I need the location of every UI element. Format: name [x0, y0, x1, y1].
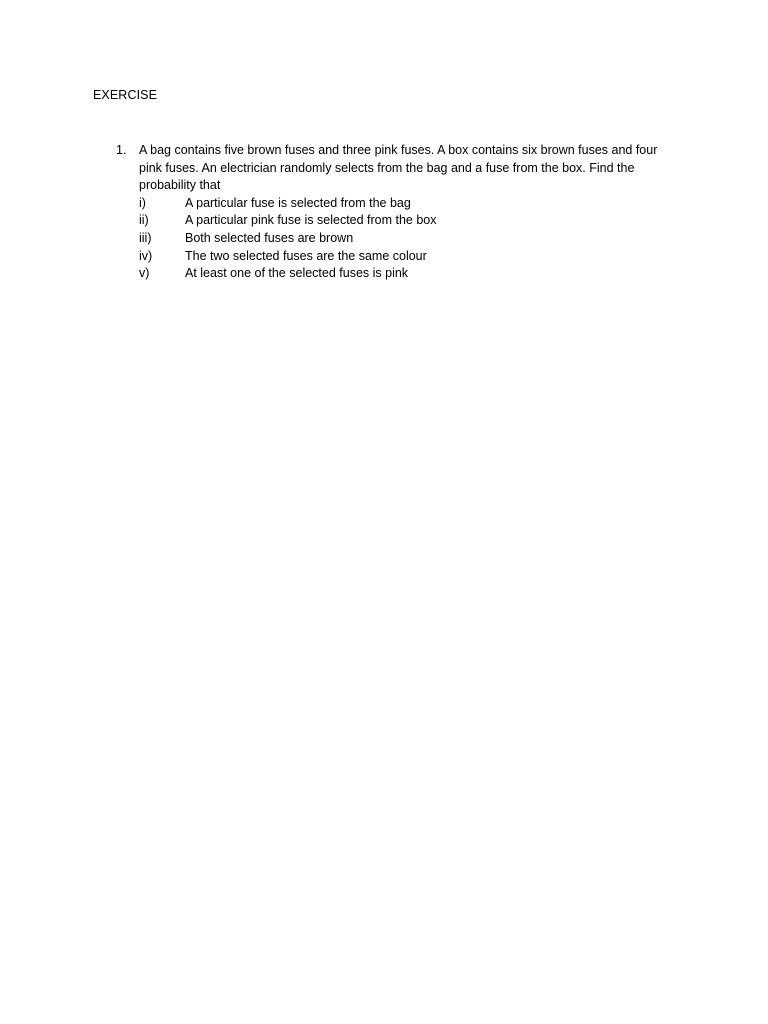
question-text: A bag contains five brown fuses and three pink fuses. A box contains six brown fuses and four pink fuses. An electrician randomly selects from the bag and a fuse from the box. Find the probability that	[139, 143, 658, 193]
list-item	[139, 212, 676, 230]
part-number: ii)	[139, 213, 149, 228]
part-text: At least one of the selected fuses is pink	[185, 266, 409, 281]
exercise-heading: EXERCISE	[93, 88, 158, 102]
list-item	[139, 230, 676, 248]
list-item	[139, 195, 676, 213]
part-text: A particular pink fuse is selected from the box	[185, 213, 437, 228]
part-number: iii)	[139, 230, 152, 245]
question-1	[116, 142, 676, 283]
part-text: The two selected fuses are the same colour	[185, 248, 427, 263]
list-item	[139, 265, 676, 283]
question-number: 1.	[116, 143, 127, 157]
list-item	[139, 248, 676, 266]
part-text: Both selected fuses are brown	[185, 230, 354, 245]
part-number: v)	[139, 266, 150, 281]
question-parts-list	[139, 195, 676, 283]
part-number: iv)	[139, 248, 153, 263]
part-text: A particular fuse is selected from the bag	[185, 195, 411, 210]
part-number: i)	[139, 195, 146, 210]
